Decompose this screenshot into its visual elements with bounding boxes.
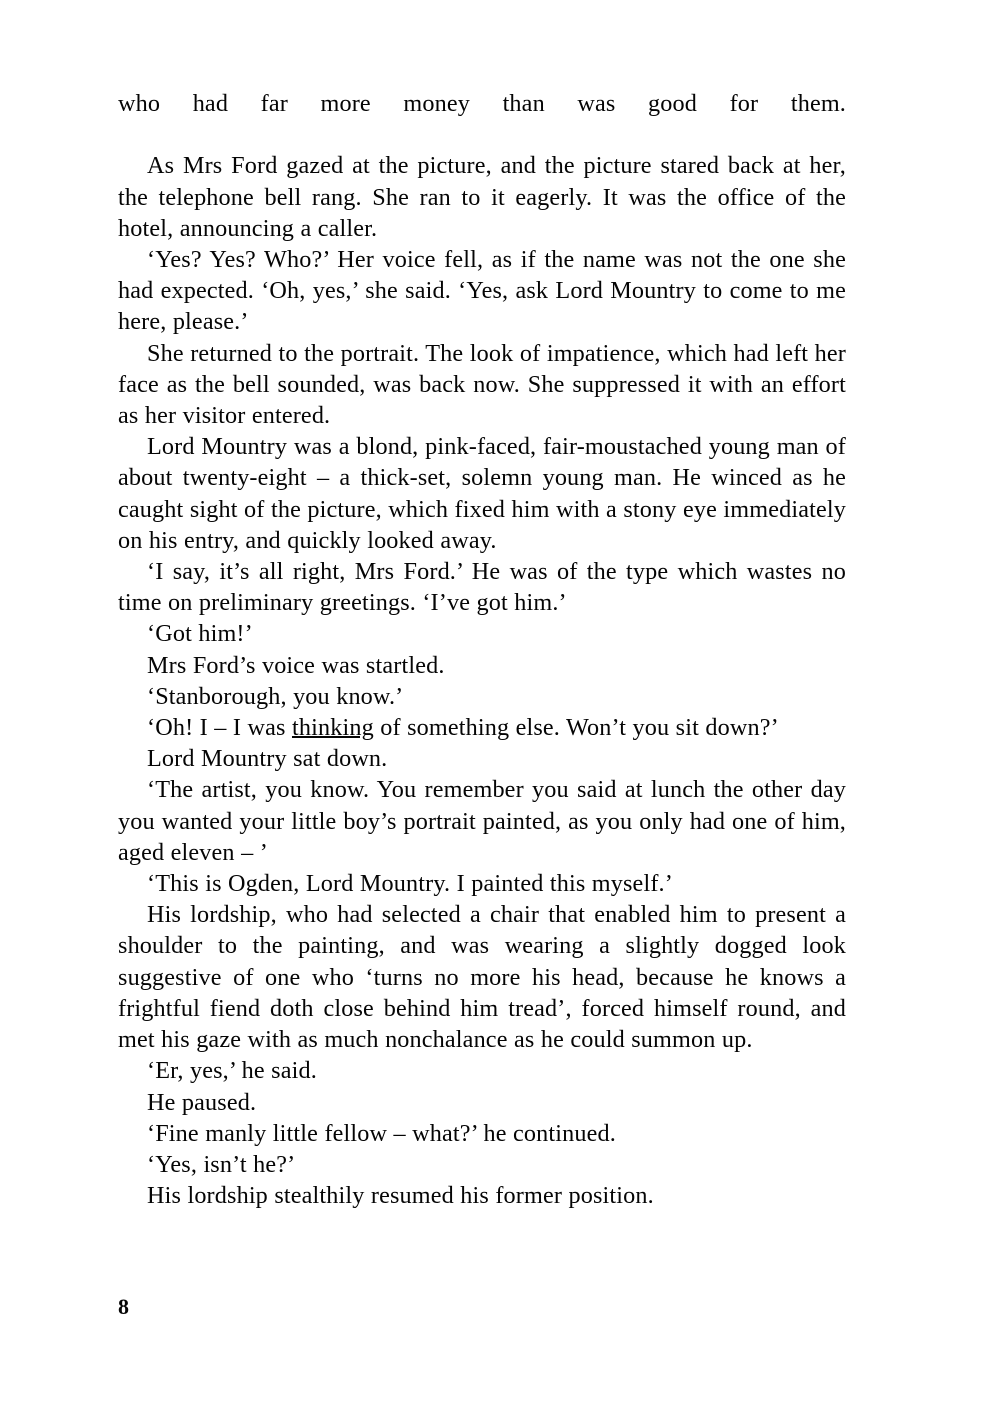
paragraph: ‘The artist, you know. You remember you said at lunch the other day you wanted your little boy’s portrait painted, as you only had one of him, aged eleven – ’: [118, 776, 846, 866]
paragraph-dialogue: ‘Er, yes,’ he said.: [147, 1057, 317, 1085]
paragraph-dialogue: ‘Fine manly little fellow – what?’ he continued.: [147, 1119, 616, 1147]
page-number: 8: [118, 1294, 129, 1319]
paragraph-text-after: of something else. Won’t you sit down?’: [373, 714, 779, 742]
paragraph: His lordship, who had selected a chair that enabled him to present a shoulder to the painting, and was wearing a slightly dogged look suggestive of one who ‘turns no more his head, because he knows a frightful fiend doth close behind him tread’, forced himself round, and met his gaze with as much nonchalance as he could summon up.: [118, 901, 846, 1054]
paragraph-dialogue: Lord Mountry sat down.: [147, 745, 388, 773]
underlined-word: thinking: [291, 714, 374, 742]
paragraph: ‘I say, it’s all right, Mrs Ford.’ He was of the type which wastes no time on preliminary greetings. ‘I’ve got him.’: [118, 558, 846, 617]
paragraph-continuation: who had far more money than was good for them.: [118, 90, 846, 117]
paragraph-dialogue: ‘This is Ogden, Lord Mountry. I painted this myself.’: [147, 870, 673, 898]
paragraph: ‘Yes? Yes? Who?’ Her voice fell, as if the name was not the one she had expected. ‘Oh, yes,’ she said. ‘Yes, ask Lord Mountry to come to me here, please.’: [118, 246, 846, 336]
paragraph-dialogue: ‘Stanborough, you know.’: [147, 682, 404, 710]
paragraph: Lord Mountry was a blond, pink-faced, fair-moustached young man of about twenty-eight – a thick-set, solemn young man. He winced as he caught sight of the picture, which fixed him with a stony eye immediately on his entry, and quickly looked away.: [118, 433, 846, 554]
paragraph-dialogue: ‘Yes, isn’t he?’: [147, 1150, 296, 1178]
paragraph: As Mrs Ford gazed at the picture, and the picture stared back at her, the telephone bell rang. She ran to it eagerly. It was the office of the hotel, announcing a caller.: [118, 152, 846, 242]
paragraph-dialogue: Mrs Ford’s voice was startled.: [147, 651, 445, 679]
paragraph-dialogue: He paused.: [147, 1088, 257, 1116]
paragraph-dialogue: His lordship stealthily resumed his former position.: [147, 1182, 654, 1210]
paragraph: She returned to the portrait. The look of impatience, which had left her face as the bell sounded, was back now. She suppressed it with an effort as her visitor entered.: [118, 339, 846, 430]
paragraph-with-underline: [118, 712, 846, 743]
paragraph-dialogue: ‘Got him!’: [147, 620, 253, 648]
paragraph-text-before: ‘Oh! I – I was: [147, 714, 292, 742]
body-text-block: [118, 88, 846, 1211]
